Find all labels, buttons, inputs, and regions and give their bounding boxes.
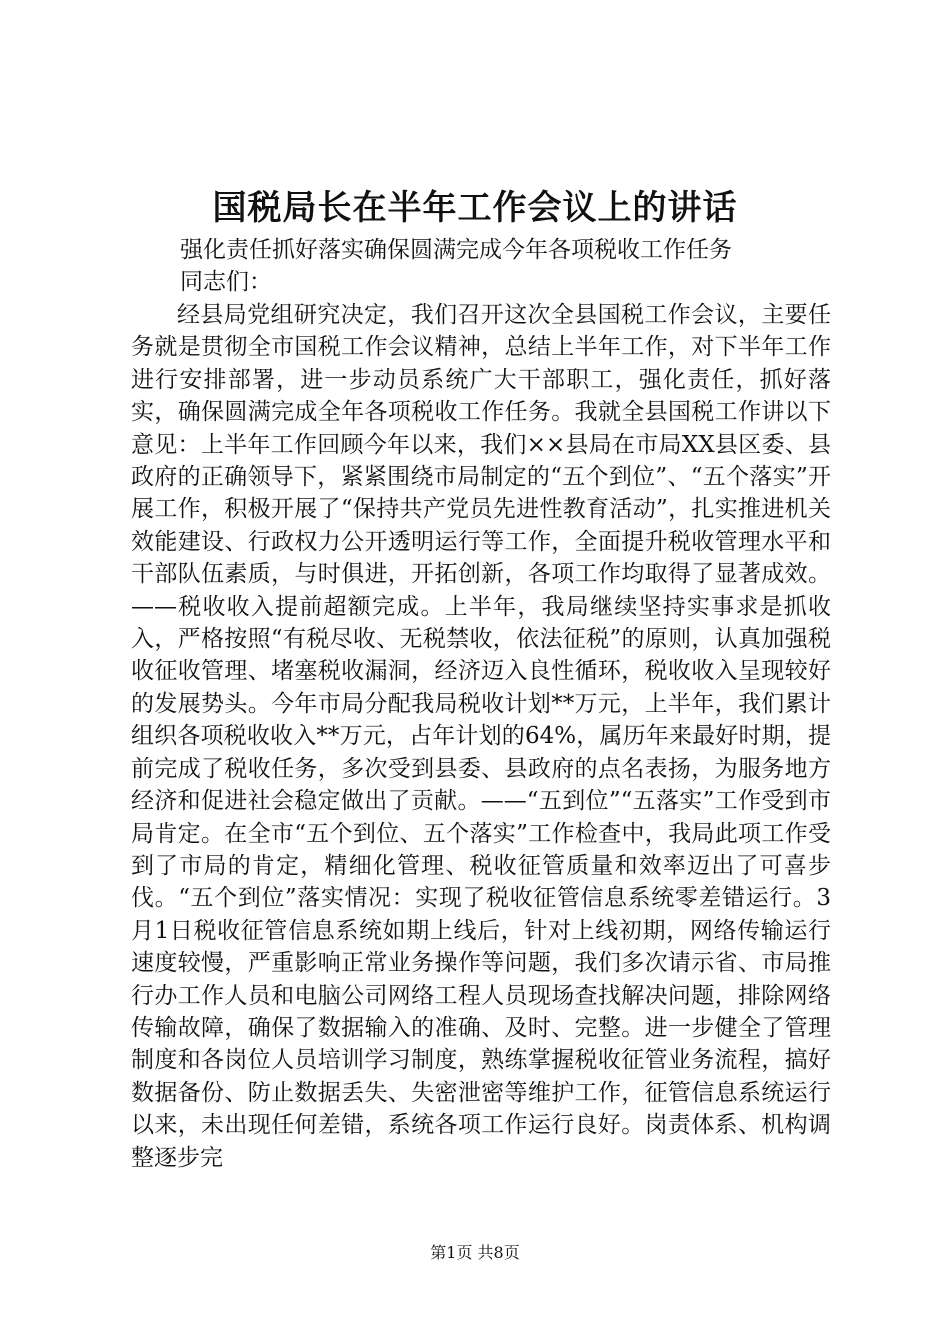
document-subtitle: 强化责任抓好落实确保圆满完成今年各项税收工作任务 (180, 237, 732, 263)
document-title: 国税局长在半年工作会议上的讲话 (212, 188, 738, 228)
salutation: 同志们： (180, 269, 272, 295)
body-paragraph: 经县局党组研究决定，我们召开这次全县国税工作会议，主要任务就是贯彻全市国税工作会议精神，总结上半年工作，对下半年工作进行安排部署，进一步动员系统广大干部职工，强化责任，抓好落实，确保圆满完成全年各项税收工作任务。我就全县国税工作讲以下意见：上半年工作回顾今年以来，我们××县局在市局XX县区委、县政府的正确领导下，紧紧围绕市局制定的“五个到位”、“五个落实”开展工作，积极开展了“保持共产党员先进性教育活动”，扎实推进机关效能建设、行政权力公开透明运行等工作，全面提升税收管理水平和干部队伍素质，与时俱进，开拓创新，各项工作均取得了显著成效。——税收收入提前超额完成。上半年，我局继续坚持实事求是抓收入，严格按照“有税尽收、无税禁收，依法征税”的原则，认真加强税收征收管理、堵塞税收漏洞，经济迈入良性循环，税收收入呈现较好的发展势头。今年市局分配我局税收计划**万元，上半年，我们累计组织各项税收收入**万元，占年计划的64%，属历年来最好时期，提前完成了税收任务，多次受到县委、县政府的点名表扬，为服务地方经济和促进社会稳定做出了贡献。——“五到位”“五落实”工作受到市局肯定。在全市“五个到位、五个落实”工作检查中，我局此项工作受到了市局的肯定，精细化管理、税收征管质量和效率迈出了可喜步伐。“五个到位”落实情况：实现了税收征管信息系统零差错运行。3月1日税收征管信息系统如期上线后，针对上线初期，网络传输运行速度较慢，严重影响正常业务操作等问题，我们多次请示省、市局推行办工作人员和电脑公司网络工程人员现场查找解决问题，排除网络传输故障，确保了数据输入的准确、及时、完整。进一步健全了管理制度和各岗位人员培训学习制度，熟练掌握税收征管业务流程，搞好数据备份、防止数据丢失、失密泄密等维护工作，征管信息系统运行以来，未出现任何差错，系统各项工作运行良好。岗责体系、机构调整逐步完 (131, 302, 831, 1171)
page-number: 第1页 共8页 (430, 1243, 520, 1262)
